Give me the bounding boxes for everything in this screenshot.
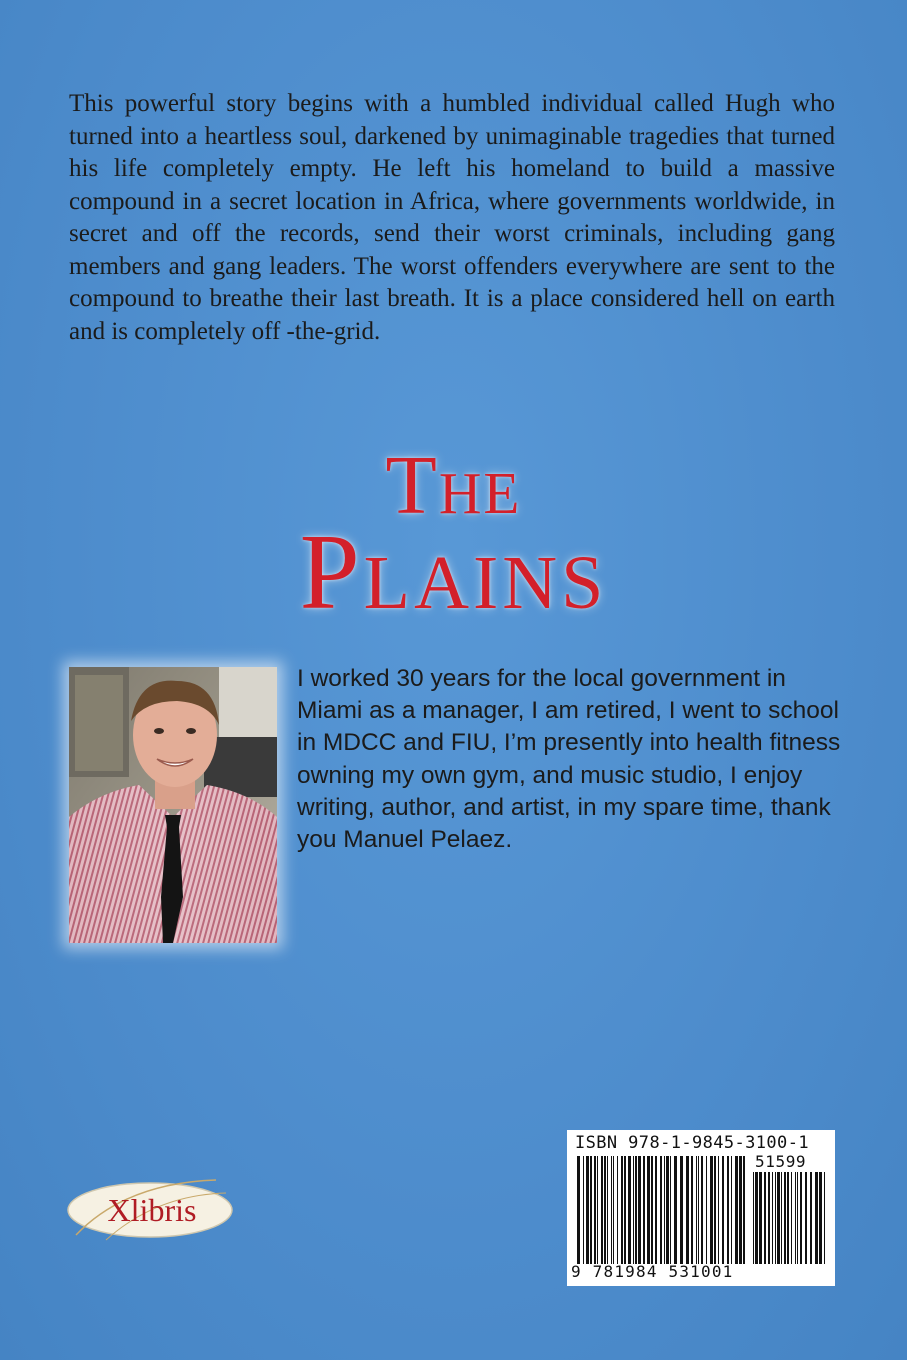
title-plains: Plains: [299, 513, 608, 632]
title-the: The: [385, 439, 522, 532]
barcode-bar: [784, 1172, 786, 1264]
barcode-bar: [755, 1172, 758, 1264]
barcode-bar: [722, 1156, 724, 1264]
barcode-bar: [607, 1156, 608, 1264]
barcode-bar: [739, 1156, 742, 1264]
barcode-bar: [635, 1156, 637, 1264]
barcode-bar: [680, 1156, 683, 1264]
isbn-label: ISBN 978-1-9845-3100-1: [575, 1133, 809, 1153]
barcode-bar: [647, 1156, 650, 1264]
barcode-bar: [735, 1156, 738, 1264]
barcode-bar: [601, 1156, 603, 1264]
author-portrait-image: [69, 667, 277, 943]
barcode-bar: [660, 1156, 662, 1264]
barcode-bar: [791, 1172, 792, 1264]
xlibris-logo-text: Xlibris: [107, 1192, 197, 1228]
barcode-bar: [743, 1156, 745, 1264]
barcode-bar: [772, 1172, 773, 1264]
author-bio: I worked 30 years for the local government in Miami as a manager, I am retired, I went to school in MDCC and FIU, I’m presently into health fitness owning my own gym, and music studio, I enjoy writing, author, and artist, in my spare time, thank you Manuel Pelaez.: [297, 665, 841, 854]
barcode-bar: [670, 1156, 671, 1264]
barcode-bar: [815, 1172, 818, 1264]
author-photo: [69, 667, 277, 943]
isbn-barcode: [567, 1130, 835, 1286]
barcode-bar: [617, 1156, 618, 1264]
barcode-bar: [590, 1156, 592, 1264]
barcode-bar: [777, 1172, 780, 1264]
barcode-bar: [666, 1156, 669, 1264]
barcode-bar: [819, 1172, 822, 1264]
xlibris-logo: [66, 1175, 234, 1245]
barcode-bar: [787, 1172, 789, 1264]
barcode-bar: [643, 1156, 645, 1264]
barcode-bar: [611, 1156, 612, 1264]
barcode-bar: [698, 1156, 699, 1264]
barcode-bar: [674, 1156, 677, 1264]
barcode-bar: [759, 1172, 762, 1264]
barcode-bar: [633, 1156, 634, 1264]
barcode-bar: [655, 1156, 657, 1264]
barcode-bar: [613, 1156, 614, 1264]
barcode-bar: [706, 1156, 707, 1264]
barcode-bar: [768, 1172, 770, 1264]
barcode-bar: [664, 1156, 665, 1264]
barcode-bar: [586, 1156, 589, 1264]
barcode-bar: [800, 1172, 802, 1264]
barcode-bar: [795, 1172, 796, 1264]
barcode-bar: [727, 1156, 729, 1264]
barcode-bar: [718, 1156, 719, 1264]
barcode-bar: [624, 1156, 626, 1264]
barcode-bar: [597, 1156, 598, 1264]
barcode-bar: [638, 1156, 641, 1264]
barcode-bar: [583, 1156, 584, 1264]
barcode-bar: [696, 1156, 697, 1264]
barcode-bar: [691, 1156, 693, 1264]
barcode-bar: [577, 1156, 580, 1264]
barcode-bar: [621, 1156, 623, 1264]
barcode-bar: [604, 1156, 606, 1264]
barcode-bar: [764, 1172, 766, 1264]
book-blurb: This powerful story begins with a humbled individual called Hugh who turned into a heartless soul, darkened by unimaginable tragedies that turned his life completely empty. He left his homeland to build a massive compound in a secret location in Africa, where governments worldwide, in secret and off the records, send their worst criminals, including gang members and gang leaders. The worst offenders everywhere are sent to the compound to breathe their last breath. It is a place considered hell on earth and is completely off -the-grid.: [69, 90, 835, 345]
barcode-bars: [577, 1156, 745, 1264]
addon-barcode-bars: [753, 1172, 827, 1264]
price-code: 51599: [755, 1152, 807, 1171]
barcode-bar: [781, 1172, 782, 1264]
barcode-bar: [651, 1156, 653, 1264]
barcode-bar: [797, 1172, 798, 1264]
barcode-bar: [824, 1172, 825, 1264]
barcode-bar: [714, 1156, 716, 1264]
barcode-bar: [710, 1156, 713, 1264]
barcode-bar: [686, 1156, 689, 1264]
barcode-bar: [731, 1156, 732, 1264]
barcode-bar: [628, 1156, 631, 1264]
barcode-bar: [701, 1156, 703, 1264]
barcode-bar: [805, 1172, 807, 1264]
barcode-digits: 9 781984 531001: [571, 1262, 734, 1281]
barcode-bar: [810, 1172, 812, 1264]
barcode-bar: [753, 1172, 754, 1264]
barcode-bar: [775, 1172, 776, 1264]
barcode-bar: [594, 1156, 596, 1264]
